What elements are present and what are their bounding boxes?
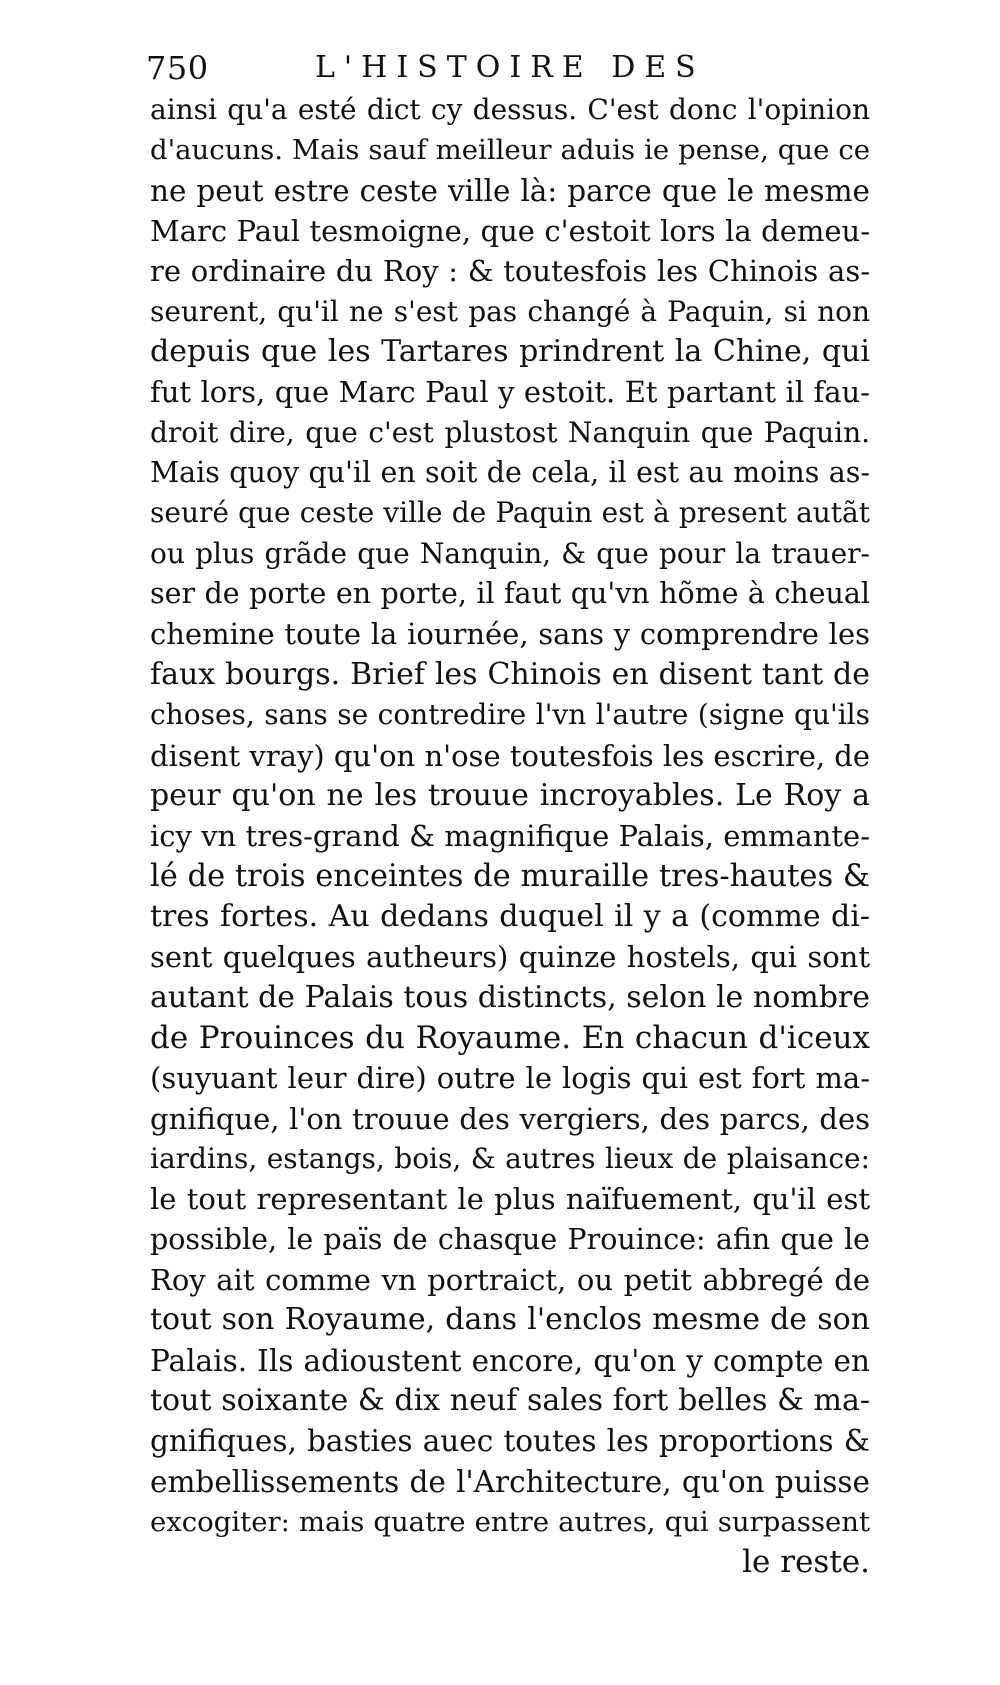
text-line: choses, sans se contredire l'vn l'autre (signe qu'ils	[150, 698, 870, 732]
text-line: chemine toute la iournée, sans y comprendre les	[150, 617, 870, 652]
text-line: Mais quoy qu'il en soit de cela, il est au moins as-	[150, 456, 870, 490]
text-line: gnifique, l'on trouue des vergiers, des parcs, des	[150, 1101, 870, 1136]
running-title: L'HISTOIRE DES	[315, 50, 705, 85]
text-line: gnifiques, basties auec toutes les proportions &	[150, 1424, 870, 1459]
text-line: le reste.	[742, 1544, 870, 1581]
page-number: 750	[146, 49, 209, 87]
text-line: re ordinaire du Roy : & toutesfois les Chinois as-	[150, 254, 870, 289]
text-line: iardins, estangs, bois, & autres lieux de plaisance:	[150, 1141, 870, 1175]
body-text	[150, 90, 870, 1583]
text-line: possible, le païs de chasque Prouince: afin que le	[150, 1222, 870, 1256]
text-line: seurent, qu'il ne s'est pas changé à Paquin, si non	[150, 294, 870, 328]
text-line: ser de porte en porte, il faut qu'vn hõme à cheual	[150, 577, 870, 611]
text-line: (suyuant leur dire) outre le logis qui est fort ma-	[150, 1061, 870, 1096]
text-line: Palais. Ils adioustent encore, qu'on y compte en	[150, 1343, 870, 1378]
book-page	[146, 48, 871, 1583]
text-line: de Prouinces du Royaume. En chacun d'iceux	[150, 1019, 870, 1056]
text-line: d'aucuns. Mais sauf meilleur aduis ie pense, que ce	[150, 134, 870, 167]
text-line: disent vray) qu'on n'ose toutesfois les escrire, de	[150, 738, 871, 773]
text-line: excogiter: mais quatre entre autres, qui surpassent	[150, 1506, 870, 1539]
text-line: tout soixante & dix neuf sales fort belles & ma-	[150, 1383, 870, 1418]
text-line: Marc Paul tesmoigne, que c'estoit lors la demeu-	[150, 214, 870, 249]
text-line: embellissements de l'Architecture, qu'on puisse	[150, 1464, 870, 1499]
text-line: depuis que les Tartares prindrent la Chine, qui	[150, 334, 870, 370]
text-line: ainsi qu'a esté dict cy dessus. C'est donc l'opinion	[150, 93, 870, 126]
text-line: le tout representant le plus naïfuement, qu'il est	[150, 1182, 870, 1217]
text-line: fut lors, que Marc Paul y estoit. Et partant il fau-	[150, 375, 870, 410]
running-head	[146, 48, 870, 88]
text-line: tres fortes. Au dedans duquel il y a (comme di-	[150, 898, 870, 934]
text-line: ou plus grãde que Nanquin, & que pour la trauer-	[150, 536, 870, 570]
text-line: autant de Palais tous distincts, selon le nombre	[150, 979, 870, 1015]
text-line: faux bourgs. Brief les Chinois en disent tant de	[150, 656, 870, 692]
text-line: seuré que ceste ville de Paquin est à present autãt	[150, 496, 870, 530]
text-line: icy vn tres-grand & magnifique Palais, emmante-	[150, 819, 870, 854]
text-line: sent quelques autheurs) quinze hostels, qui sont	[150, 940, 870, 975]
text-line: Roy ait comme vn portraict, ou petit abbregé de	[150, 1262, 870, 1297]
text-line: lé de trois enceintes de muraille tres-hautes &	[150, 858, 870, 894]
text-line: tout son Royaume, dans l'enclos mesme de son	[150, 1302, 870, 1338]
text-line: peur qu'on ne les trouue incroyables. Le Roy a	[150, 777, 870, 813]
text-line: droit dire, que c'est plustost Nanquin que Paquin.	[150, 415, 870, 449]
text-line: ne peut estre ceste ville là: parce que le mesme	[150, 173, 870, 208]
